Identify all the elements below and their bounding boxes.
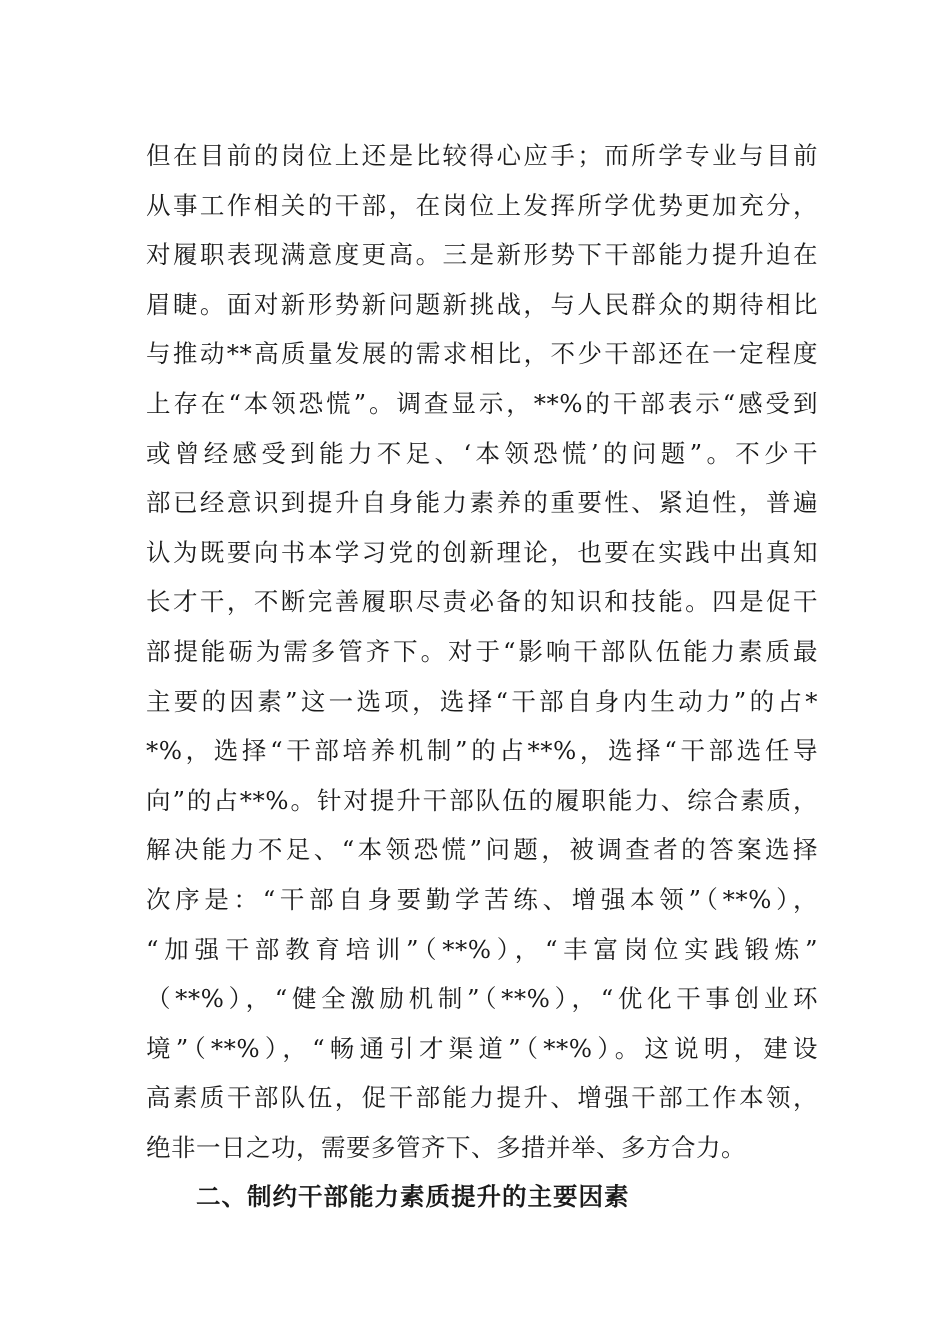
paragraph-line: 主要的因素”这一选项，选择“干部自身内生动力”的占* bbox=[146, 686, 818, 716]
paragraph-line: 眉睫。面对新形势新问题新挑战，与人民群众的期待相比 bbox=[146, 289, 818, 319]
paragraph-line: 或曾经感受到能力不足、‘本领恐慌’的问题”。不少干 bbox=[146, 438, 818, 468]
paragraph-line: 向”的占**%。针对提升干部队伍的履职能力、综合素质， bbox=[146, 785, 818, 815]
paragraph-line: 部提能砺为需多管齐下。对于“影响干部队伍能力素质最 bbox=[146, 636, 818, 666]
paragraph-line: 对履职表现满意度更高。三是新形势下干部能力提升迫在 bbox=[146, 240, 818, 270]
section-heading: 二、制约干部能力素质提升的主要因素 bbox=[196, 1182, 630, 1211]
paragraph-line: *%，选择“干部培养机制”的占**%，选择“干部选任导 bbox=[146, 736, 818, 766]
paragraph-line: 但在目前的岗位上还是比较得心应手；而所学专业与目前 bbox=[146, 141, 818, 170]
paragraph-line: 次序是：“干部自身要勤学苦练、增强本领”（**%）， bbox=[146, 884, 818, 914]
paragraph-line: 上存在“本领恐慌”。调查显示，**%的干部表示“感受到 bbox=[146, 388, 818, 418]
paragraph-line: 解决能力不足、“本领恐慌”问题，被调查者的答案选择 bbox=[146, 835, 818, 865]
paragraph-line: 长才干，不断完善履职尽责必备的知识和技能。四是促干 bbox=[146, 587, 818, 617]
paragraph-line: 从事工作相关的干部，在岗位上发挥所学优势更加充分， bbox=[146, 190, 818, 220]
paragraph-line: “加强干部教育培训”（**%），“丰富岗位实践锻炼” bbox=[146, 934, 818, 964]
paragraph-line: （**%），“健全激励机制”（**%），“优化干事创业环 bbox=[146, 984, 818, 1014]
paragraph-line: 部已经意识到提升自身能力素养的重要性、紧迫性，普遍 bbox=[146, 488, 818, 518]
paragraph-line: 绝非一日之功，需要多管齐下、多措并举、多方合力。 bbox=[146, 1132, 746, 1162]
paragraph-line: 高素质干部队伍，促干部能力提升、增强干部工作本领， bbox=[146, 1083, 818, 1113]
paragraph-line: 认为既要向书本学习党的创新理论，也要在实践中出真知 bbox=[146, 537, 818, 567]
paragraph-line: 境”（**%），“畅通引才渠道”（**%）。这说明，建设 bbox=[146, 1033, 818, 1063]
body-paragraph bbox=[146, 131, 818, 1172]
paragraph-line: 与推动**高质量发展的需求相比，不少干部还在一定程度 bbox=[146, 339, 818, 369]
